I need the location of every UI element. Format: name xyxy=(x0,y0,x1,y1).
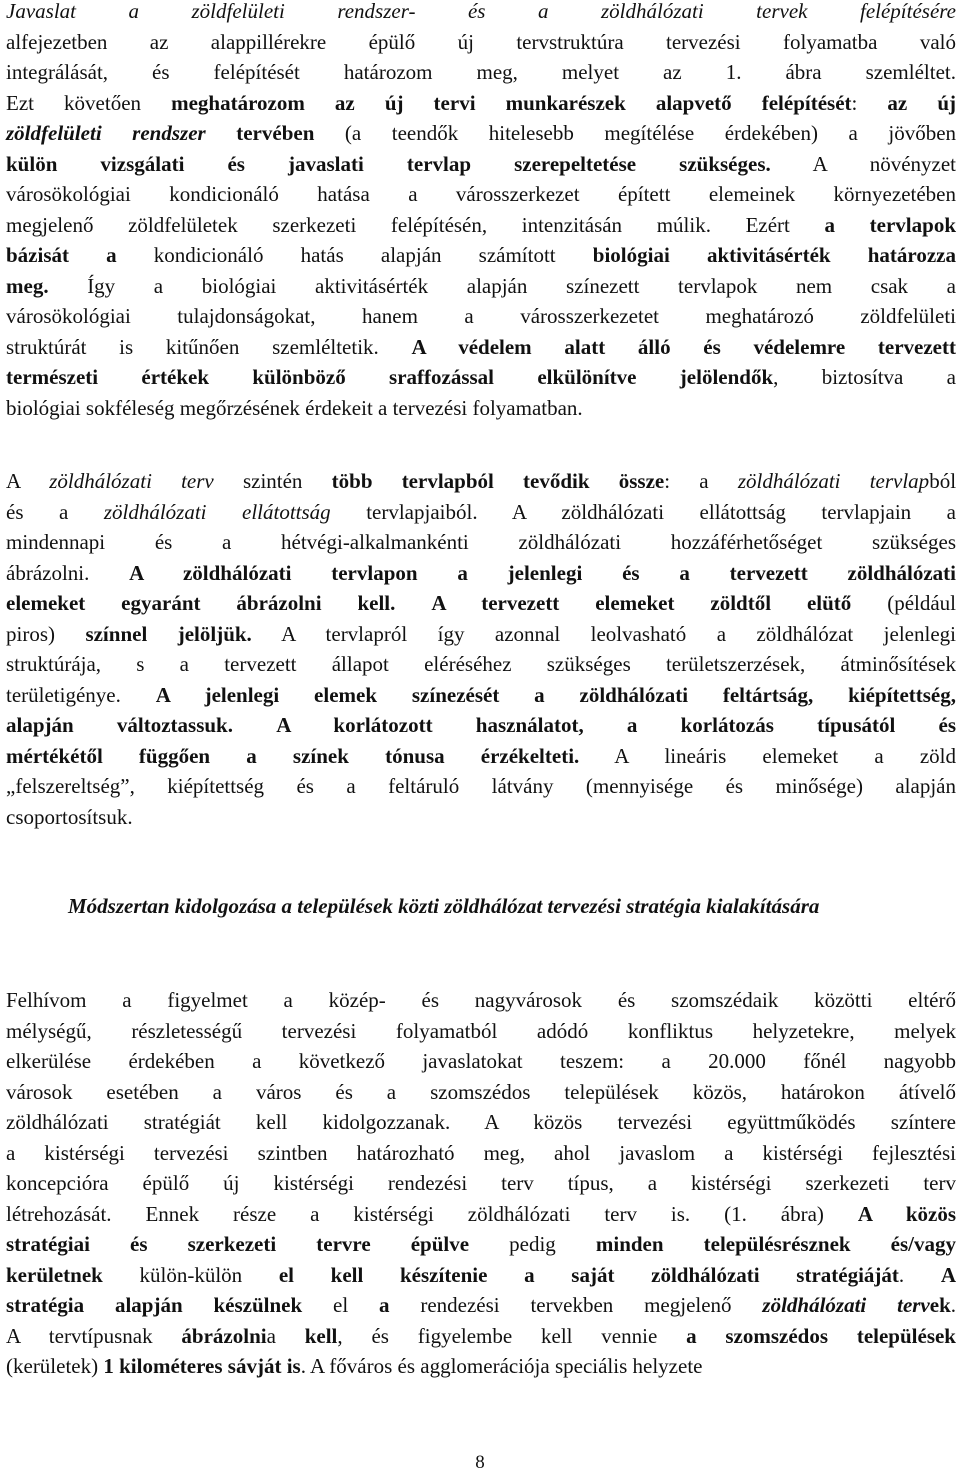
text-line xyxy=(6,1260,956,1291)
text-line xyxy=(6,1107,956,1138)
text-run: minden településrésznek és/vagy xyxy=(595,1232,956,1256)
text-run: stratégiai és szerkezeti tervre épülve xyxy=(6,1232,470,1256)
text-run: területigénye. xyxy=(6,682,156,707)
text-line xyxy=(6,1199,956,1230)
text-line xyxy=(6,1138,956,1169)
text-run: integrálását, és felépítését határozom meg, melyet az 1. ábra szemléltet. xyxy=(6,60,956,84)
text-run xyxy=(206,121,237,145)
text-run: kerületnek xyxy=(6,1262,103,1287)
text-line xyxy=(6,1351,956,1382)
text-run: A korlátozott használatot, a korlátozás típusától és xyxy=(276,713,957,737)
text-run: . xyxy=(898,1262,941,1287)
text-run: . A főváros és agglomerációja speciális helyzete xyxy=(300,1354,703,1378)
text-run: zöldhálózati ellátottság xyxy=(103,499,331,524)
text-run: kell xyxy=(304,1323,338,1348)
text-run: A xyxy=(940,1262,956,1287)
text-run: : xyxy=(851,90,888,115)
text-run: szintén xyxy=(213,469,332,493)
text-run: természeti értékek különböző sraffozással elkülönítve jelölendők xyxy=(6,365,774,389)
text-line xyxy=(6,619,956,650)
text-run: csoportosítsuk. xyxy=(6,804,133,829)
text-line xyxy=(6,0,956,27)
text-line xyxy=(6,301,956,332)
text-line xyxy=(6,57,956,88)
text-run: meg. xyxy=(6,273,49,298)
text-line xyxy=(6,1077,956,1108)
text-run: elkerülése érdekében a következő javaslatokat teszem: a 20.000 főnél nagyobb xyxy=(6,1049,956,1073)
text-run: (a teendők hitelesebb megítélése érdekében) a jövőben xyxy=(314,121,957,145)
text-run: a xyxy=(266,1323,305,1348)
text-line xyxy=(6,179,956,210)
text-run: a xyxy=(379,1293,390,1317)
text-line xyxy=(6,1016,956,1047)
text-line xyxy=(6,1290,956,1321)
text-run: színnel jelöljük. xyxy=(85,621,252,646)
text-run: a szomszédos települések xyxy=(686,1323,956,1348)
text-run: városökológiai tulajdonságokat, hanem a városszerkezetet meghatározó zöldfelületi xyxy=(6,304,956,328)
text-run: A lineáris elemeket a zöld xyxy=(579,743,956,768)
text-run: külön-külön xyxy=(102,1262,279,1287)
text-run: A közös xyxy=(857,1201,956,1226)
text-run: tervében xyxy=(236,121,315,145)
text-run: több tervlapból tevődik össze xyxy=(331,469,665,493)
text-run: biológiai aktivitásérték határozza xyxy=(592,243,956,267)
text-run: (kerületek) xyxy=(6,1354,104,1378)
text-run: Így a biológiai aktivitásérték alapján színezett tervlapok nem csak a xyxy=(48,273,956,298)
text-run: az új xyxy=(887,90,956,115)
text-run: ek xyxy=(929,1293,951,1317)
text-run: zöldhálózati terv xyxy=(49,469,214,493)
text-line xyxy=(6,27,956,58)
text-run: , biztosítva a xyxy=(773,365,956,389)
text-run: elemeket egyaránt ábrázolni kell. xyxy=(6,591,396,615)
text-run: biológiai sokféleség megőrzésének érdekeit a tervezési folyamatban. xyxy=(6,395,583,420)
text-run: megjelenő zöldfelületek szerkezeti felépítésén, intenzitásán múlik. Ezért xyxy=(6,212,825,237)
text-line xyxy=(6,393,956,424)
page-number: 8 xyxy=(475,1452,485,1473)
text-run: ból xyxy=(929,469,957,493)
paragraph-green-network xyxy=(6,466,956,832)
text-run: A tervezett elemeket zöldtől elütő xyxy=(431,591,852,615)
text-run: A védelem alatt álló és védelemre tervezett xyxy=(411,334,956,359)
text-run: zöldhálózati tervlap xyxy=(737,469,930,493)
text-run: ábrázolni. xyxy=(6,560,130,585)
text-line xyxy=(6,527,956,558)
text-line xyxy=(6,466,956,497)
text-run: létrehozását. Ennek része a kistérségi zöldhálózati terv is. (1. ábra) xyxy=(6,1201,858,1226)
paragraph-methodology xyxy=(6,985,956,1382)
text-line xyxy=(6,741,956,772)
text-run xyxy=(395,591,431,615)
text-run: mindennapi és a hétvégi-alkalmankénti zöldhálózati hozzáférhetőséget szükséges xyxy=(6,530,956,554)
text-line xyxy=(6,1168,956,1199)
text-run: a kistérségi tervezési szintben határozható meg, ahol javaslom a kistérségi fejlesztési xyxy=(6,1140,956,1165)
text-line xyxy=(6,588,956,619)
text-run: A tervtípusnak xyxy=(6,1323,182,1348)
text-run: A növényzet xyxy=(770,151,956,176)
text-line xyxy=(6,802,956,833)
text-run: A jelenlegi elemek színezését a zöldhálózati feltártság, kiépítettség, xyxy=(155,682,956,707)
text-run: alfejezetben az alappillérekre épülő új tervstruktúra tervezési folyamatba való xyxy=(6,29,956,54)
text-run: külön vizsgálati és javaslati tervlap szerepeltetése szükséges. xyxy=(6,151,771,176)
text-run: el kell készítenie a saját zöldhálózati stratégiáját xyxy=(278,1262,899,1287)
text-run: a tervlapok xyxy=(824,212,956,237)
text-line xyxy=(6,649,956,680)
text-line xyxy=(6,985,956,1016)
text-line xyxy=(6,210,956,241)
text-run: Ezt követően xyxy=(6,90,172,115)
text-run: A zöldhálózati tervlapon a jelenlegi és a tervezett zöldhálózati xyxy=(129,560,957,585)
text-run: rendezési tervekben megjelenő xyxy=(389,1293,763,1317)
text-run: és a xyxy=(6,499,104,524)
text-line xyxy=(6,558,956,589)
text-run: mértékétől függően a színek tónusa érzékelteti. xyxy=(6,743,580,768)
text-run: : a xyxy=(664,469,738,493)
text-run xyxy=(233,713,276,737)
text-run: „felszereltség”, kiépítettség és a feltáruló látvány (mennyisége és minősége) alapján xyxy=(6,774,956,798)
text-run: Felhívom a figyelmet a közép- és nagyvárosok és szomszédaik közötti eltérő xyxy=(6,988,956,1012)
text-line xyxy=(6,710,956,741)
text-run: városökológiai kondicionáló hatása a városszerkezet épített elemeinek környezetében xyxy=(6,182,956,206)
text-line xyxy=(6,149,956,180)
text-run: meghatározom az új tervi munkarészek alapvető felépítését xyxy=(171,90,852,115)
text-run: városok esetében a város és a szomszédos települések közös, határokon átívelő xyxy=(6,1079,956,1104)
text-run: (például xyxy=(851,591,957,615)
text-run: struktúrát is kitűnően szemléltetik. xyxy=(6,334,412,359)
text-run: . xyxy=(950,1293,957,1317)
text-run: el xyxy=(302,1293,380,1317)
text-run: alapján változtassuk. xyxy=(6,713,233,737)
text-line xyxy=(6,1321,956,1352)
text-run: kondicionáló hatás alapján számított xyxy=(116,243,593,267)
text-run: A tervlapról így azonnal leolvasható a zöldhálózat jelenlegi xyxy=(251,621,956,646)
text-line xyxy=(6,118,956,149)
text-line xyxy=(6,680,956,711)
paragraph-green-system xyxy=(6,0,956,423)
text-run: stratégia alapján készülnek xyxy=(6,1293,303,1317)
text-run: zöldhálózati terv xyxy=(762,1293,930,1317)
text-run: bázisát a xyxy=(6,243,117,267)
text-line xyxy=(6,497,956,528)
text-line xyxy=(6,88,956,119)
text-line xyxy=(6,771,956,802)
text-line xyxy=(6,271,956,302)
text-line xyxy=(6,1229,956,1260)
text-run: ábrázolni xyxy=(181,1323,267,1348)
text-run: struktúrája, s a tervezett állapot eléréséhez szükséges területszerzések, átminősítések xyxy=(6,652,956,676)
section-heading: Módszertan kidolgozása a települések közti zöldhálózat tervezési stratégia kialakítására xyxy=(68,894,820,918)
text-run: piros) xyxy=(6,621,86,646)
text-line xyxy=(6,1046,956,1077)
text-line xyxy=(6,362,956,393)
text-run: mélységű, részletességű tervezési folyamatból adódó konfliktus helyzetekre, melyek xyxy=(6,1018,956,1043)
text-run: tervlapjaiból. A zöldhálózati ellátottság tervlapjain a xyxy=(330,499,956,524)
text-line xyxy=(6,332,956,363)
text-run: Javaslat a zöldfelületi rendszer- és a zöldhálózati tervek felépítésére xyxy=(6,0,956,23)
text-run: zöldfelületi rendszer xyxy=(6,121,206,145)
text-line xyxy=(6,240,956,271)
text-run: koncepcióra épülő új kistérségi rendezési terv típus, a kistérségi szerkezeti terv xyxy=(6,1171,956,1195)
text-run: 1 kilométeres sávját is xyxy=(103,1354,301,1378)
text-run: , és figyelembe kell vennie xyxy=(337,1323,687,1348)
text-run: pedig xyxy=(469,1232,596,1256)
text-run: zöldhálózati stratégiát kell kidolgozzanak. A közös tervezési együttműködés színtere xyxy=(6,1110,956,1134)
text-run: A xyxy=(6,469,50,493)
